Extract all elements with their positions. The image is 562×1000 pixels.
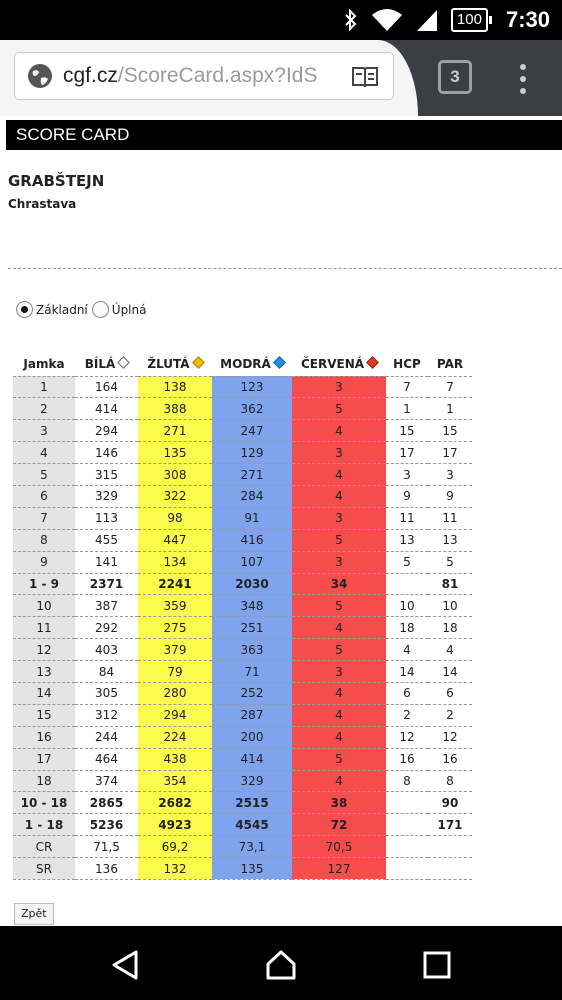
cell-bila: 71,5 xyxy=(75,836,138,858)
cell-zluta: 2241 xyxy=(138,573,212,595)
cell-cervena: 38 xyxy=(292,792,386,814)
home-nav-icon[interactable] xyxy=(264,948,298,982)
cell-modra: 271 xyxy=(212,464,292,486)
cell-hcp: 4 xyxy=(386,639,428,661)
cell-modra: 348 xyxy=(212,595,292,617)
back-nav-icon[interactable] xyxy=(108,948,142,982)
cell-par xyxy=(428,836,472,858)
page-header: SCORE CARD xyxy=(6,120,562,150)
header-bila xyxy=(75,352,138,376)
radio-uplna[interactable] xyxy=(92,301,109,318)
cell-jamka: 6 xyxy=(13,485,75,507)
battery-icon xyxy=(451,8,488,32)
cell-hcp: 15 xyxy=(386,420,428,442)
cell-jamka: 2 xyxy=(13,398,75,420)
header-modra xyxy=(212,352,292,376)
header-hcp: HCP xyxy=(386,352,428,376)
cell-zluta: 322 xyxy=(138,485,212,507)
cell-cervena: 4 xyxy=(292,704,386,726)
cell-jamka: 18 xyxy=(13,770,75,792)
table-row xyxy=(13,376,472,398)
cell-cervena: 4 xyxy=(292,464,386,486)
cell-bila: 113 xyxy=(75,507,138,529)
battery-level: 100 xyxy=(456,11,482,28)
table-row xyxy=(13,639,472,661)
cell-bila: 2371 xyxy=(75,573,138,595)
address-bar[interactable] xyxy=(14,52,394,100)
cell-jamka: CR xyxy=(13,836,75,858)
cell-hcp: 1 xyxy=(386,398,428,420)
cell-bila: 141 xyxy=(75,551,138,573)
page-content xyxy=(0,116,562,926)
cell-par: 12 xyxy=(428,726,472,748)
cell-cervena: 5 xyxy=(292,748,386,770)
cell-bila: 312 xyxy=(75,704,138,726)
cell-modra: 71 xyxy=(212,661,292,683)
radio-zakladni[interactable] xyxy=(16,301,33,318)
cell-cervena: 5 xyxy=(292,398,386,420)
cell-bila: 294 xyxy=(75,420,138,442)
cell-bila: 315 xyxy=(75,464,138,486)
cell-cervena: 3 xyxy=(292,442,386,464)
cell-cervena: 4 xyxy=(292,420,386,442)
cell-jamka: 1 xyxy=(13,376,75,398)
cell-modra: 200 xyxy=(212,726,292,748)
cell-par: 14 xyxy=(428,661,472,683)
cell-par: 8 xyxy=(428,770,472,792)
cell-zluta: 275 xyxy=(138,617,212,639)
cell-cervena: 5 xyxy=(292,639,386,661)
cell-bila: 5236 xyxy=(75,814,138,836)
globe-icon xyxy=(27,63,53,89)
reader-mode-icon[interactable] xyxy=(351,65,379,89)
header-zluta-label: ŽLUTÁ xyxy=(147,356,190,371)
cell-par xyxy=(428,858,472,880)
cell-jamka: 5 xyxy=(13,464,75,486)
cell-modra: 91 xyxy=(212,507,292,529)
cell-zluta: 4923 xyxy=(138,814,212,836)
cell-cervena: 72 xyxy=(292,814,386,836)
cell-modra: 2515 xyxy=(212,792,292,814)
cell-jamka: 1 - 18 xyxy=(13,814,75,836)
cell-bila: 292 xyxy=(75,617,138,639)
cell-hcp: 12 xyxy=(386,726,428,748)
cell-jamka: 9 xyxy=(13,551,75,573)
cell-par: 13 xyxy=(428,529,472,551)
cell-jamka: 4 xyxy=(13,442,75,464)
header-cervena xyxy=(292,352,386,376)
table-row xyxy=(13,442,472,464)
cell-bila: 374 xyxy=(75,770,138,792)
cell-cervena: 3 xyxy=(292,376,386,398)
cell-hcp xyxy=(386,858,428,880)
header-zluta xyxy=(138,352,212,376)
table-row xyxy=(13,464,472,486)
back-button[interactable]: Zpět xyxy=(14,903,54,925)
cell-bila: 329 xyxy=(75,485,138,507)
header-par: PAR xyxy=(428,352,472,376)
cell-par: 10 xyxy=(428,595,472,617)
cell-hcp: 11 xyxy=(386,507,428,529)
cell-cervena: 70,5 xyxy=(292,836,386,858)
cell-modra: 107 xyxy=(212,551,292,573)
signal-icon xyxy=(415,8,439,32)
status-clock: 7:30 xyxy=(505,7,550,32)
cell-zluta: 308 xyxy=(138,464,212,486)
cell-zluta: 98 xyxy=(138,507,212,529)
recents-nav-icon[interactable] xyxy=(420,948,454,982)
cell-hcp: 14 xyxy=(386,661,428,683)
cell-jamka: 10 - 18 xyxy=(13,792,75,814)
cell-hcp xyxy=(386,792,428,814)
table-header-row xyxy=(13,352,472,376)
table-row xyxy=(13,748,472,770)
cell-zluta: 280 xyxy=(138,682,212,704)
cell-jamka: SR xyxy=(13,858,75,880)
cell-modra: 73,1 xyxy=(212,836,292,858)
table-row xyxy=(13,573,472,595)
cell-modra: 252 xyxy=(212,682,292,704)
cell-par: 11 xyxy=(428,507,472,529)
table-row xyxy=(13,726,472,748)
cell-modra: 247 xyxy=(212,420,292,442)
header-bila-label: BÍLÁ xyxy=(84,356,116,371)
divider xyxy=(8,268,562,269)
cell-hcp xyxy=(386,814,428,836)
table-row xyxy=(13,420,472,442)
cell-jamka: 10 xyxy=(13,595,75,617)
cell-modra: 284 xyxy=(212,485,292,507)
tab-switcher-button[interactable]: 3 xyxy=(438,60,472,94)
cell-hcp: 18 xyxy=(386,617,428,639)
cell-zluta: 69,2 xyxy=(138,836,212,858)
table-row xyxy=(13,551,472,573)
cell-bila: 464 xyxy=(75,748,138,770)
cell-hcp: 2 xyxy=(386,704,428,726)
radio-uplna-label: Úplná xyxy=(111,302,147,317)
cell-hcp xyxy=(386,573,428,595)
cell-par: 7 xyxy=(428,376,472,398)
overflow-menu-icon[interactable] xyxy=(518,64,528,94)
scorecard-table xyxy=(13,352,472,880)
cell-modra: 2030 xyxy=(212,573,292,595)
yellow-tee-icon xyxy=(192,356,205,369)
cell-bila: 146 xyxy=(75,442,138,464)
cell-cervena: 4 xyxy=(292,726,386,748)
blue-tee-icon xyxy=(273,356,286,369)
cell-hcp: 13 xyxy=(386,529,428,551)
cell-bila: 136 xyxy=(75,858,138,880)
cell-modra: 129 xyxy=(212,442,292,464)
cell-cervena: 5 xyxy=(292,595,386,617)
view-mode-radios xyxy=(16,301,150,318)
cell-jamka: 7 xyxy=(13,507,75,529)
white-tee-icon xyxy=(117,356,130,369)
cell-jamka: 8 xyxy=(13,529,75,551)
cell-hcp: 3 xyxy=(386,464,428,486)
cell-par: 17 xyxy=(428,442,472,464)
table-row xyxy=(13,529,472,551)
cell-zluta: 438 xyxy=(138,748,212,770)
table-row xyxy=(13,507,472,529)
cell-modra: 362 xyxy=(212,398,292,420)
table-row xyxy=(13,792,472,814)
bluetooth-icon xyxy=(343,8,359,32)
cell-hcp: 5 xyxy=(386,551,428,573)
cell-par: 4 xyxy=(428,639,472,661)
cell-par: 16 xyxy=(428,748,472,770)
table-row xyxy=(13,398,472,420)
cell-jamka: 16 xyxy=(13,726,75,748)
cell-hcp: 16 xyxy=(386,748,428,770)
cell-bila: 403 xyxy=(75,639,138,661)
cell-cervena: 5 xyxy=(292,529,386,551)
cell-hcp: 6 xyxy=(386,682,428,704)
browser-toolbar xyxy=(0,40,562,116)
url-text xyxy=(63,64,333,88)
cell-bila: 2865 xyxy=(75,792,138,814)
table-row xyxy=(13,858,472,880)
header-cervena-label: ČERVENÁ xyxy=(300,356,365,371)
cell-par: 171 xyxy=(428,814,472,836)
table-row xyxy=(13,704,472,726)
course-name: GRABŠTEJN xyxy=(8,172,105,190)
cell-zluta: 447 xyxy=(138,529,212,551)
cell-bila: 164 xyxy=(75,376,138,398)
cell-par: 9 xyxy=(428,485,472,507)
cell-hcp: 8 xyxy=(386,770,428,792)
cell-cervena: 127 xyxy=(292,858,386,880)
cell-modra: 135 xyxy=(212,858,292,880)
cell-jamka: 14 xyxy=(13,682,75,704)
cell-par: 90 xyxy=(428,792,472,814)
cell-zluta: 79 xyxy=(138,661,212,683)
cell-jamka: 17 xyxy=(13,748,75,770)
cell-par: 81 xyxy=(428,573,472,595)
cell-zluta: 354 xyxy=(138,770,212,792)
cell-cervena: 4 xyxy=(292,770,386,792)
cell-bila: 244 xyxy=(75,726,138,748)
cell-modra: 414 xyxy=(212,748,292,770)
cell-zluta: 388 xyxy=(138,398,212,420)
cell-zluta: 379 xyxy=(138,639,212,661)
cell-bila: 414 xyxy=(75,398,138,420)
cell-par: 2 xyxy=(428,704,472,726)
header-jamka: Jamka xyxy=(13,352,75,376)
table-row xyxy=(13,617,472,639)
cell-zluta: 132 xyxy=(138,858,212,880)
cell-hcp: 17 xyxy=(386,442,428,464)
cell-zluta: 294 xyxy=(138,704,212,726)
cell-zluta: 271 xyxy=(138,420,212,442)
radio-zakladni-label: Základní xyxy=(36,302,88,317)
cell-bila: 305 xyxy=(75,682,138,704)
cell-jamka: 12 xyxy=(13,639,75,661)
cell-zluta: 224 xyxy=(138,726,212,748)
cell-modra: 123 xyxy=(212,376,292,398)
cell-cervena: 3 xyxy=(292,551,386,573)
cell-par: 18 xyxy=(428,617,472,639)
cell-modra: 287 xyxy=(212,704,292,726)
table-row xyxy=(13,682,472,704)
url-tab xyxy=(0,40,418,116)
cell-zluta: 359 xyxy=(138,595,212,617)
cell-jamka: 1 - 9 xyxy=(13,573,75,595)
cell-cervena: 3 xyxy=(292,507,386,529)
cell-par: 6 xyxy=(428,682,472,704)
cell-jamka: 11 xyxy=(13,617,75,639)
cell-cervena: 4 xyxy=(292,485,386,507)
cell-hcp xyxy=(386,836,428,858)
course-location: Chrastava xyxy=(8,197,77,211)
table-row xyxy=(13,485,472,507)
cell-par: 5 xyxy=(428,551,472,573)
cell-cervena: 34 xyxy=(292,573,386,595)
cell-zluta: 135 xyxy=(138,442,212,464)
cell-cervena: 3 xyxy=(292,661,386,683)
url-host: cgf.cz xyxy=(63,64,118,87)
cell-hcp: 7 xyxy=(386,376,428,398)
cell-cervena: 4 xyxy=(292,617,386,639)
cell-zluta: 2682 xyxy=(138,792,212,814)
navigation-bar xyxy=(0,926,562,1000)
cell-modra: 329 xyxy=(212,770,292,792)
cell-modra: 363 xyxy=(212,639,292,661)
table-row xyxy=(13,770,472,792)
url-path: /ScoreCard.aspx?IdS xyxy=(117,64,318,87)
cell-par: 1 xyxy=(428,398,472,420)
cell-modra: 416 xyxy=(212,529,292,551)
cell-modra: 251 xyxy=(212,617,292,639)
cell-bila: 387 xyxy=(75,595,138,617)
cell-jamka: 13 xyxy=(13,661,75,683)
cell-cervena: 4 xyxy=(292,682,386,704)
cell-hcp: 10 xyxy=(386,595,428,617)
cell-zluta: 138 xyxy=(138,376,212,398)
cell-jamka: 15 xyxy=(13,704,75,726)
cell-zluta: 134 xyxy=(138,551,212,573)
cell-bila: 84 xyxy=(75,661,138,683)
cell-par: 15 xyxy=(428,420,472,442)
cell-modra: 4545 xyxy=(212,814,292,836)
table-row xyxy=(13,661,472,683)
wifi-icon xyxy=(371,8,403,32)
cell-bila: 455 xyxy=(75,529,138,551)
cell-hcp: 9 xyxy=(386,485,428,507)
table-row xyxy=(13,836,472,858)
table-row xyxy=(13,595,472,617)
red-tee-icon xyxy=(366,356,379,369)
table-row xyxy=(13,814,472,836)
cell-jamka: 3 xyxy=(13,420,75,442)
status-bar xyxy=(0,0,562,40)
header-modra-label: MODRÁ xyxy=(220,356,271,371)
cell-par: 3 xyxy=(428,464,472,486)
